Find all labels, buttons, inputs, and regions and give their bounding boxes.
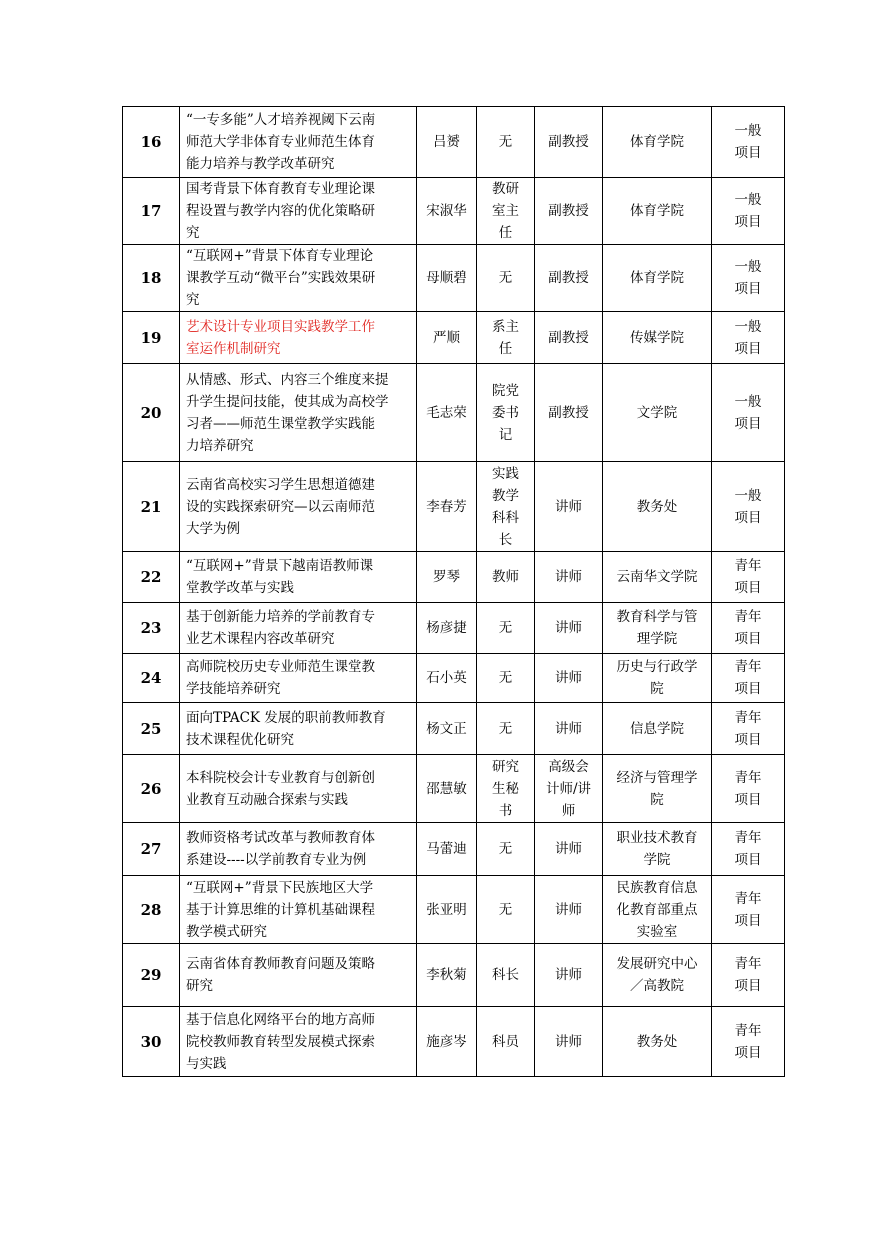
table-row: [123, 107, 785, 178]
table-row: [123, 603, 785, 654]
applicant-rank: 讲师: [535, 1007, 603, 1077]
table-row: [123, 552, 785, 603]
table-row: [123, 178, 785, 245]
applicant-name: 母顺碧: [417, 245, 477, 312]
project-title: 面向TPACK 发展的职前教师教育 技术课程优化研究: [180, 703, 417, 755]
project-type: 一般 项目: [712, 245, 785, 312]
applicant-name: 杨文正: [417, 703, 477, 755]
table-row: [123, 245, 785, 312]
applicant-duty: 无: [477, 603, 535, 654]
project-type: 一般 项目: [712, 107, 785, 178]
table-row: [123, 462, 785, 552]
table-row: [123, 755, 785, 823]
applicant-name: 马蕾迪: [417, 823, 477, 876]
applicant-rank: 高级会 计师/讲 师: [535, 755, 603, 823]
table-row: [123, 823, 785, 876]
applicant-name: 李秋菊: [417, 944, 477, 1007]
applicant-rank: 讲师: [535, 876, 603, 944]
applicant-unit: 信息学院: [603, 703, 712, 755]
applicant-duty: 实践 教学 科科 长: [477, 462, 535, 552]
table-row: [123, 876, 785, 944]
applicant-unit: 云南华文学院: [603, 552, 712, 603]
applicant-name: 宋淑华: [417, 178, 477, 245]
applicant-rank: 副教授: [535, 312, 603, 364]
applicant-rank: 讲师: [535, 944, 603, 1007]
applicant-rank: 讲师: [535, 462, 603, 552]
project-type: 青年 项目: [712, 654, 785, 703]
applicant-duty: 系主 任: [477, 312, 535, 364]
applicant-rank: 讲师: [535, 823, 603, 876]
project-number: 18: [123, 245, 180, 312]
project-type: 青年 项目: [712, 944, 785, 1007]
project-number: 29: [123, 944, 180, 1007]
applicant-duty: 教研 室主 任: [477, 178, 535, 245]
applicant-duty: 无: [477, 654, 535, 703]
applicant-rank: 讲师: [535, 603, 603, 654]
project-title: “互联网+”背景下体育专业理论 课教学互动“微平台”实践效果研 究: [180, 245, 417, 312]
project-number: 24: [123, 654, 180, 703]
project-type: 青年 项目: [712, 1007, 785, 1077]
applicant-duty: 研究 生秘 书: [477, 755, 535, 823]
applicant-unit: 传媒学院: [603, 312, 712, 364]
project-title: 艺术设计专业项目实践教学工作 室运作机制研究: [180, 312, 417, 364]
project-number: 28: [123, 876, 180, 944]
project-table: [122, 106, 785, 1077]
project-title: 本科院校会计专业教育与创新创 业教育互动融合探索与实践: [180, 755, 417, 823]
project-title: 国考背景下体育教育专业理论课 程设置与教学内容的优化策略研 究: [180, 178, 417, 245]
applicant-rank: 讲师: [535, 703, 603, 755]
project-title: “互联网+”背景下越南语教师课 堂教学改革与实践: [180, 552, 417, 603]
applicant-name: 石小英: [417, 654, 477, 703]
applicant-unit: 教育科学与管 理学院: [603, 603, 712, 654]
project-number: 30: [123, 1007, 180, 1077]
applicant-unit: 教务处: [603, 462, 712, 552]
table-row: [123, 944, 785, 1007]
applicant-duty: 无: [477, 703, 535, 755]
applicant-duty: 院党 委书 记: [477, 364, 535, 462]
project-title: “一专多能”人才培养视阈下云南 师范大学非体育专业师范生体育 能力培养与教学改革研究: [180, 107, 417, 178]
applicant-unit: 民族教育信息 化教育部重点 实验室: [603, 876, 712, 944]
applicant-duty: 科员: [477, 1007, 535, 1077]
project-title: 基于创新能力培养的学前教育专 业艺术课程内容改革研究: [180, 603, 417, 654]
project-number: 22: [123, 552, 180, 603]
applicant-rank: 讲师: [535, 654, 603, 703]
project-number: 26: [123, 755, 180, 823]
project-number: 27: [123, 823, 180, 876]
applicant-name: 毛志荣: [417, 364, 477, 462]
applicant-duty: 科长: [477, 944, 535, 1007]
applicant-rank: 副教授: [535, 245, 603, 312]
project-type: 青年 项目: [712, 703, 785, 755]
applicant-name: 吕赟: [417, 107, 477, 178]
project-type: 一般 项目: [712, 364, 785, 462]
project-number: 21: [123, 462, 180, 552]
applicant-duty: 无: [477, 876, 535, 944]
table-row: [123, 312, 785, 364]
applicant-unit: 体育学院: [603, 178, 712, 245]
applicant-duty: 无: [477, 245, 535, 312]
project-type: 一般 项目: [712, 312, 785, 364]
table-row: [123, 364, 785, 462]
applicant-name: 杨彦捷: [417, 603, 477, 654]
project-type: 青年 项目: [712, 603, 785, 654]
project-number: 19: [123, 312, 180, 364]
project-title: 高师院校历史专业师范生课堂教 学技能培养研究: [180, 654, 417, 703]
project-type: 青年 项目: [712, 823, 785, 876]
applicant-unit: 体育学院: [603, 245, 712, 312]
project-type: 一般 项目: [712, 178, 785, 245]
applicant-unit: 体育学院: [603, 107, 712, 178]
applicant-name: 李春芳: [417, 462, 477, 552]
project-type: 青年 项目: [712, 552, 785, 603]
project-number: 20: [123, 364, 180, 462]
applicant-duty: 无: [477, 823, 535, 876]
applicant-rank: 副教授: [535, 107, 603, 178]
project-title: 云南省体育教师教育问题及策略 研究: [180, 944, 417, 1007]
project-title: 云南省高校实习学生思想道德建 设的实践探索研究—以云南师范 大学为例: [180, 462, 417, 552]
applicant-unit: 发展研究中心 ／高教院: [603, 944, 712, 1007]
applicant-unit: 经济与管理学 院: [603, 755, 712, 823]
table-row: [123, 654, 785, 703]
applicant-duty: 无: [477, 107, 535, 178]
project-title: “互联网+”背景下民族地区大学 基于计算思维的计算机基础课程 教学模式研究: [180, 876, 417, 944]
project-type: 一般 项目: [712, 462, 785, 552]
table-body: [123, 107, 785, 1077]
applicant-unit: 教务处: [603, 1007, 712, 1077]
applicant-unit: 职业技术教育 学院: [603, 823, 712, 876]
applicant-unit: 文学院: [603, 364, 712, 462]
project-number: 25: [123, 703, 180, 755]
applicant-rank: 讲师: [535, 552, 603, 603]
applicant-rank: 副教授: [535, 178, 603, 245]
applicant-name: 施彦岑: [417, 1007, 477, 1077]
applicant-rank: 副教授: [535, 364, 603, 462]
project-title: 基于信息化网络平台的地方高师 院校教师教育转型发展模式探索 与实践: [180, 1007, 417, 1077]
applicant-name: 罗琴: [417, 552, 477, 603]
applicant-duty: 教师: [477, 552, 535, 603]
applicant-name: 张亚明: [417, 876, 477, 944]
table-row: [123, 1007, 785, 1077]
project-type: 青年 项目: [712, 755, 785, 823]
project-number: 17: [123, 178, 180, 245]
applicant-name: 严顺: [417, 312, 477, 364]
project-number: 23: [123, 603, 180, 654]
table-row: [123, 703, 785, 755]
applicant-name: 邵慧敏: [417, 755, 477, 823]
project-title: 从情感、形式、内容三个维度来提 升学生提问技能，使其成为高校学 习者——师范生课堂教学实践能 力培养研究: [180, 364, 417, 462]
applicant-unit: 历史与行政学 院: [603, 654, 712, 703]
project-title: 教师资格考试改革与教师教育体 系建设----以学前教育专业为例: [180, 823, 417, 876]
project-number: 16: [123, 107, 180, 178]
project-type: 青年 项目: [712, 876, 785, 944]
